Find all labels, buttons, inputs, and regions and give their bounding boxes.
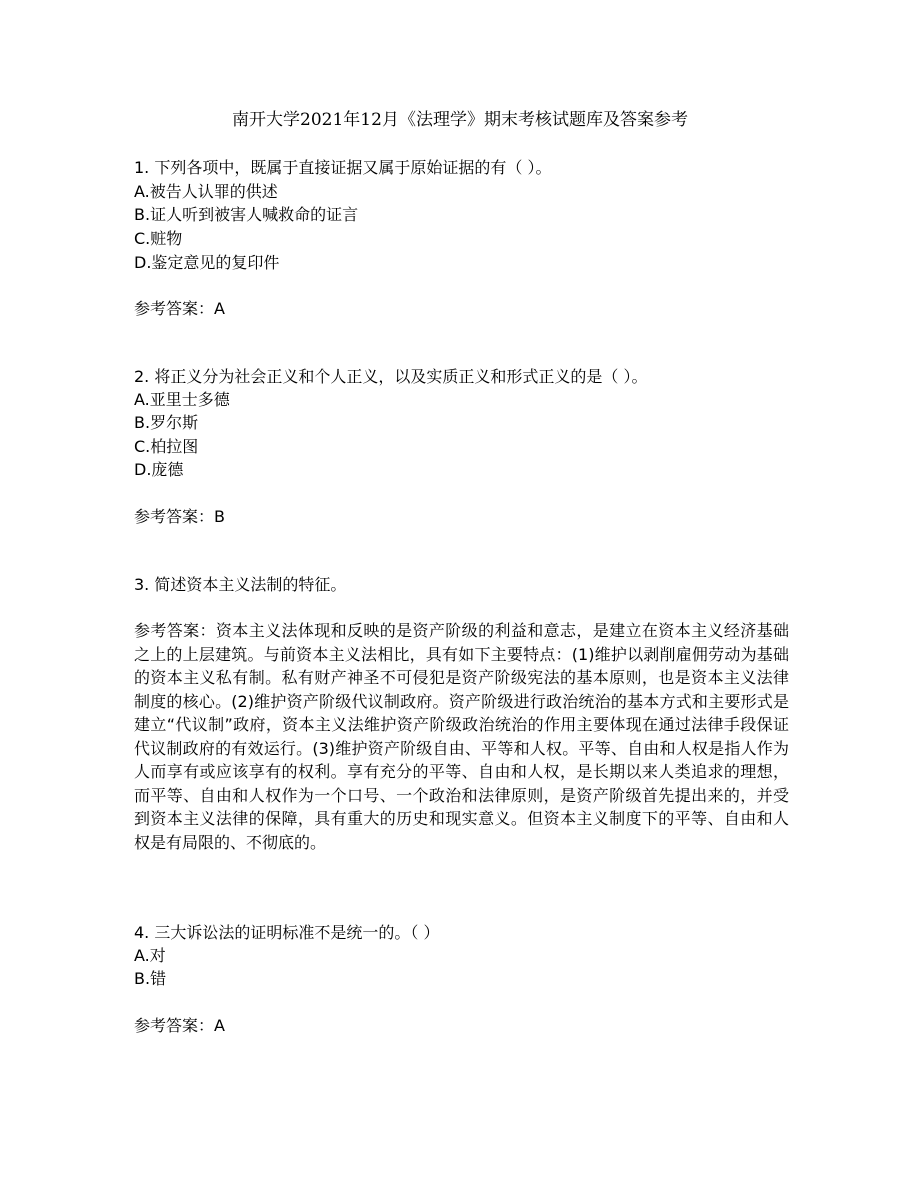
question-2-answer: 参考答案：B <box>134 507 225 526</box>
question-4-answer: 参考答案：A <box>134 1016 225 1035</box>
question-1-option-d: D.鉴定意见的复印件 <box>134 253 280 272</box>
question-2-option-b: B.罗尔斯 <box>134 413 199 432</box>
question-3-stem: 3. 简述资本主义法制的特征。 <box>134 575 347 594</box>
question-1-option-a: A.被告人认罪的供述 <box>134 182 278 201</box>
question-4-stem: 4. 三大诉讼法的证明标准不是统一的。（ ） <box>134 923 440 942</box>
document-title: 南开大学2021年12月《法理学》期末考核试题库及答案参考 <box>232 110 688 130</box>
question-3-answer: 参考答案：资本主义法体现和反映的是资产阶级的利益和意志，是建立在资本主义经济基础之上的上层建筑。与前资本主义法相比，具有如下主要特点：(1)维护以剥削雇佣劳动为基础的资本主义私有制。私有财产神圣不可侵犯是资产阶级宪法的基本原则，也是资本主义法律制度的核心。(2)维护资产阶级代议制政府。资产阶级进行政治统治的基本方式和主要形式是建立“代议制”政府，资本主义法维护资产阶级政治统治的作用主要体现在通过法律手段保证代议制政府的有效运行。(3)维护资产阶级自由、平等和人权。平等、自由和人权是指人作为人而享有或应该享有的权利。享有充分的平等、自由和人权，是长期以来人类追求的理想，而平等、自由和人权作为一个口号、一个政治和法律原则，是资产阶级首先提出来的，并受到资本主义法律的保障，具有重大的历史和现实意义。但资本主义制度下的平等、自由和人权是有局限的、不彻底的。 <box>134 621 789 852</box>
question-2-option-c: C.柏拉图 <box>134 437 199 456</box>
question-2-option-d: D.庞德 <box>134 460 184 479</box>
question-1-answer: 参考答案：A <box>134 299 225 318</box>
question-1-option-b: B.证人听到被害人喊救命的证言 <box>134 205 359 224</box>
question-1-option-c: C.赃物 <box>134 229 183 248</box>
question-4-option-a: A.对 <box>134 946 166 965</box>
question-4-option-b: B.错 <box>134 969 167 988</box>
question-2-stem: 2. 将正义分为社会正义和个人正义，以及实质正义和形式正义的是（ ）。 <box>134 367 648 386</box>
question-1-stem: 1. 下列各项中，既属于直接证据又属于原始证据的有（ ）。 <box>134 158 552 177</box>
question-2-option-a: A.亚里士多德 <box>134 390 230 409</box>
